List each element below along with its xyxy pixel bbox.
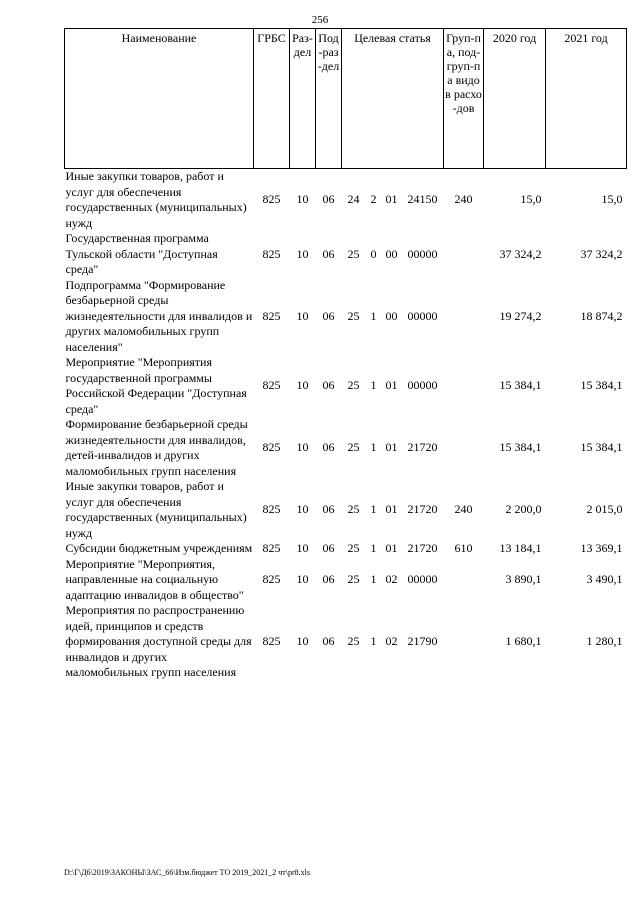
row-podrazdel: 06 bbox=[322, 378, 335, 393]
row-target-program: 25 bbox=[347, 308, 360, 323]
row-grbs: 825 bbox=[262, 634, 281, 648]
table-row bbox=[65, 541, 627, 557]
row-amount-2020: 37 324,2 bbox=[499, 246, 542, 261]
row-target-program: 25 bbox=[347, 502, 360, 517]
row-target-subprogram: 1 bbox=[370, 572, 377, 586]
row-podrazdel: 06 bbox=[322, 572, 335, 586]
row-target-program: 24 bbox=[347, 192, 360, 207]
row-amount-2021: 37 324,2 bbox=[580, 246, 623, 261]
header-2020: 2020 год bbox=[484, 29, 546, 169]
row-expense-type: 610 bbox=[454, 541, 473, 555]
row-name: Государственная программа Тульской области "Доступная среда" bbox=[65, 231, 218, 276]
row-target-event: 00 bbox=[385, 308, 398, 323]
table-row bbox=[65, 169, 627, 232]
row-target-direction: 21720 bbox=[407, 541, 438, 555]
header-2021: 2021 год bbox=[546, 29, 627, 169]
row-podrazdel: 06 bbox=[322, 541, 335, 555]
table-row bbox=[65, 355, 627, 417]
row-razdel: 10 bbox=[296, 308, 309, 323]
row-amount-2021: 3 490,1 bbox=[586, 572, 623, 586]
row-name: Субсидии бюджетным учреждениям bbox=[65, 541, 253, 555]
row-grbs: 825 bbox=[262, 192, 281, 207]
row-target-direction: 21720 bbox=[407, 440, 438, 455]
row-target-program: 25 bbox=[347, 378, 360, 393]
row-podrazdel: 06 bbox=[322, 634, 335, 648]
table-body bbox=[65, 169, 627, 681]
row-razdel: 10 bbox=[296, 634, 309, 648]
row-amount-2020: 19 274,2 bbox=[499, 308, 542, 323]
row-target-direction: 00000 bbox=[407, 572, 438, 586]
row-target-subprogram: 1 bbox=[370, 502, 377, 517]
row-amount-2021: 15,0 bbox=[601, 192, 623, 207]
row-expense-type bbox=[444, 603, 484, 681]
row-target-event: 01 bbox=[385, 440, 398, 455]
row-name: Мероприятие "Мероприятия государственной программы Российской Федерации "Доступная среда" bbox=[65, 355, 247, 416]
row-target-subprogram: 1 bbox=[370, 541, 377, 555]
row-target-direction: 24150 bbox=[407, 192, 438, 207]
row-name: Подпрограмма "Формирование безбарьерной среды жизнедеятельности для инвалидов и других маломобильных групп населения" bbox=[65, 277, 253, 354]
file-path-footer: D:\Г\Д6\2019\ЗАКОНЫ\ЗАС_66\Изм.бюджет ТО 2019_2021_2 чт\pr8.xls bbox=[64, 868, 310, 877]
row-razdel: 10 bbox=[296, 572, 309, 586]
table-row bbox=[65, 278, 627, 356]
row-razdel: 10 bbox=[296, 440, 309, 455]
row-target-program: 25 bbox=[347, 440, 360, 455]
row-target-subprogram: 1 bbox=[370, 378, 377, 393]
row-amount-2021: 1 280,1 bbox=[586, 634, 623, 648]
row-target-event: 01 bbox=[385, 502, 398, 517]
row-grbs: 825 bbox=[262, 541, 281, 555]
row-name: Мероприятие "Мероприятия, направленные на социальную адаптацию инвалидов в общество" bbox=[65, 556, 244, 602]
row-target-subprogram: 0 bbox=[370, 246, 377, 261]
row-expense-type bbox=[444, 557, 484, 604]
page-number: 256 bbox=[311, 14, 329, 26]
row-razdel: 10 bbox=[296, 378, 309, 393]
table-row bbox=[65, 479, 627, 541]
row-target-direction: 21790 bbox=[407, 634, 438, 648]
row-grbs: 825 bbox=[262, 246, 281, 261]
row-target-event: 00 bbox=[385, 246, 398, 261]
row-grbs: 825 bbox=[262, 440, 281, 455]
row-amount-2020: 3 890,1 bbox=[505, 572, 542, 586]
row-target-direction: 21720 bbox=[407, 502, 438, 517]
row-expense-type bbox=[444, 278, 484, 356]
row-target-program: 25 bbox=[347, 246, 360, 261]
row-amount-2020: 15 384,1 bbox=[499, 440, 542, 455]
row-target-program: 25 bbox=[347, 541, 360, 555]
row-target-event: 02 bbox=[385, 634, 398, 648]
table-row bbox=[65, 603, 627, 681]
table-row bbox=[65, 417, 627, 479]
row-name: Мероприятия по распространению идей, принципов и средств формирования доступной среды для инвалидов и других маломобильных групп населения bbox=[65, 603, 252, 679]
budget-table bbox=[64, 28, 627, 681]
table-row bbox=[65, 557, 627, 604]
row-target-subprogram: 1 bbox=[370, 440, 377, 455]
row-podrazdel: 06 bbox=[322, 440, 335, 455]
row-target-direction: 00000 bbox=[407, 246, 438, 261]
row-name: Иные закупки товаров, работ и услуг для обеспечения государственных (муниципальных) нужд bbox=[65, 169, 247, 230]
row-name: Иные закупки товаров, работ и услуг для обеспечения государственных (муниципальных) нужд bbox=[65, 479, 247, 540]
header-target: Целевая статья bbox=[342, 29, 444, 169]
row-amount-2021: 2 015,0 bbox=[586, 502, 623, 517]
row-expense-type bbox=[444, 231, 484, 278]
row-target-event: 01 bbox=[385, 378, 398, 393]
row-razdel: 10 bbox=[296, 246, 309, 261]
row-grbs: 825 bbox=[262, 572, 281, 586]
header-grbs: ГРБС bbox=[254, 29, 290, 169]
row-razdel: 10 bbox=[296, 541, 309, 555]
row-razdel: 10 bbox=[296, 502, 309, 517]
row-expense-type bbox=[444, 417, 484, 479]
row-target-event: 01 bbox=[385, 541, 398, 555]
row-target-subprogram: 1 bbox=[370, 634, 377, 648]
row-target-event: 01 bbox=[385, 192, 398, 207]
row-target-event: 02 bbox=[385, 572, 398, 586]
header-podrazdel: Под-раз-дел bbox=[316, 29, 342, 169]
row-target-subprogram: 2 bbox=[370, 192, 377, 207]
row-grbs: 825 bbox=[262, 308, 281, 323]
header-razdel: Раз-дел bbox=[290, 29, 316, 169]
table-row bbox=[65, 231, 627, 278]
row-name: Формирование безбарьерной среды жизнедеятельности для инвалидов, детей-инвалидов и других маломобильных групп населения bbox=[65, 417, 248, 478]
row-expense-type bbox=[444, 355, 484, 417]
row-grbs: 825 bbox=[262, 502, 281, 517]
row-podrazdel: 06 bbox=[322, 246, 335, 261]
row-amount-2021: 15 384,1 bbox=[580, 378, 623, 393]
row-target-program: 25 bbox=[347, 634, 360, 648]
row-target-direction: 00000 bbox=[407, 378, 438, 393]
row-amount-2021: 15 384,1 bbox=[580, 440, 623, 455]
row-podrazdel: 06 bbox=[322, 308, 335, 323]
row-amount-2020: 15,0 bbox=[520, 192, 542, 207]
row-amount-2020: 15 384,1 bbox=[499, 378, 542, 393]
header-expense-type: Груп-па, под-груп-па видов расхо-дов bbox=[444, 29, 484, 169]
row-target-subprogram: 1 bbox=[370, 308, 377, 323]
row-amount-2020: 2 200,0 bbox=[505, 502, 542, 517]
row-razdel: 10 bbox=[296, 192, 309, 207]
row-podrazdel: 06 bbox=[322, 502, 335, 517]
row-amount-2020: 1 680,1 bbox=[505, 634, 542, 648]
row-amount-2021: 18 874,2 bbox=[580, 308, 623, 323]
row-target-direction: 00000 bbox=[407, 308, 438, 323]
row-expense-type: 240 bbox=[454, 502, 473, 517]
row-target-program: 25 bbox=[347, 572, 360, 586]
header-row bbox=[65, 29, 627, 169]
header-name: Наименование bbox=[65, 29, 254, 169]
row-podrazdel: 06 bbox=[322, 192, 335, 207]
row-expense-type: 240 bbox=[454, 192, 473, 207]
row-grbs: 825 bbox=[262, 378, 281, 393]
row-amount-2021: 13 369,1 bbox=[580, 541, 623, 555]
row-amount-2020: 13 184,1 bbox=[499, 541, 542, 555]
